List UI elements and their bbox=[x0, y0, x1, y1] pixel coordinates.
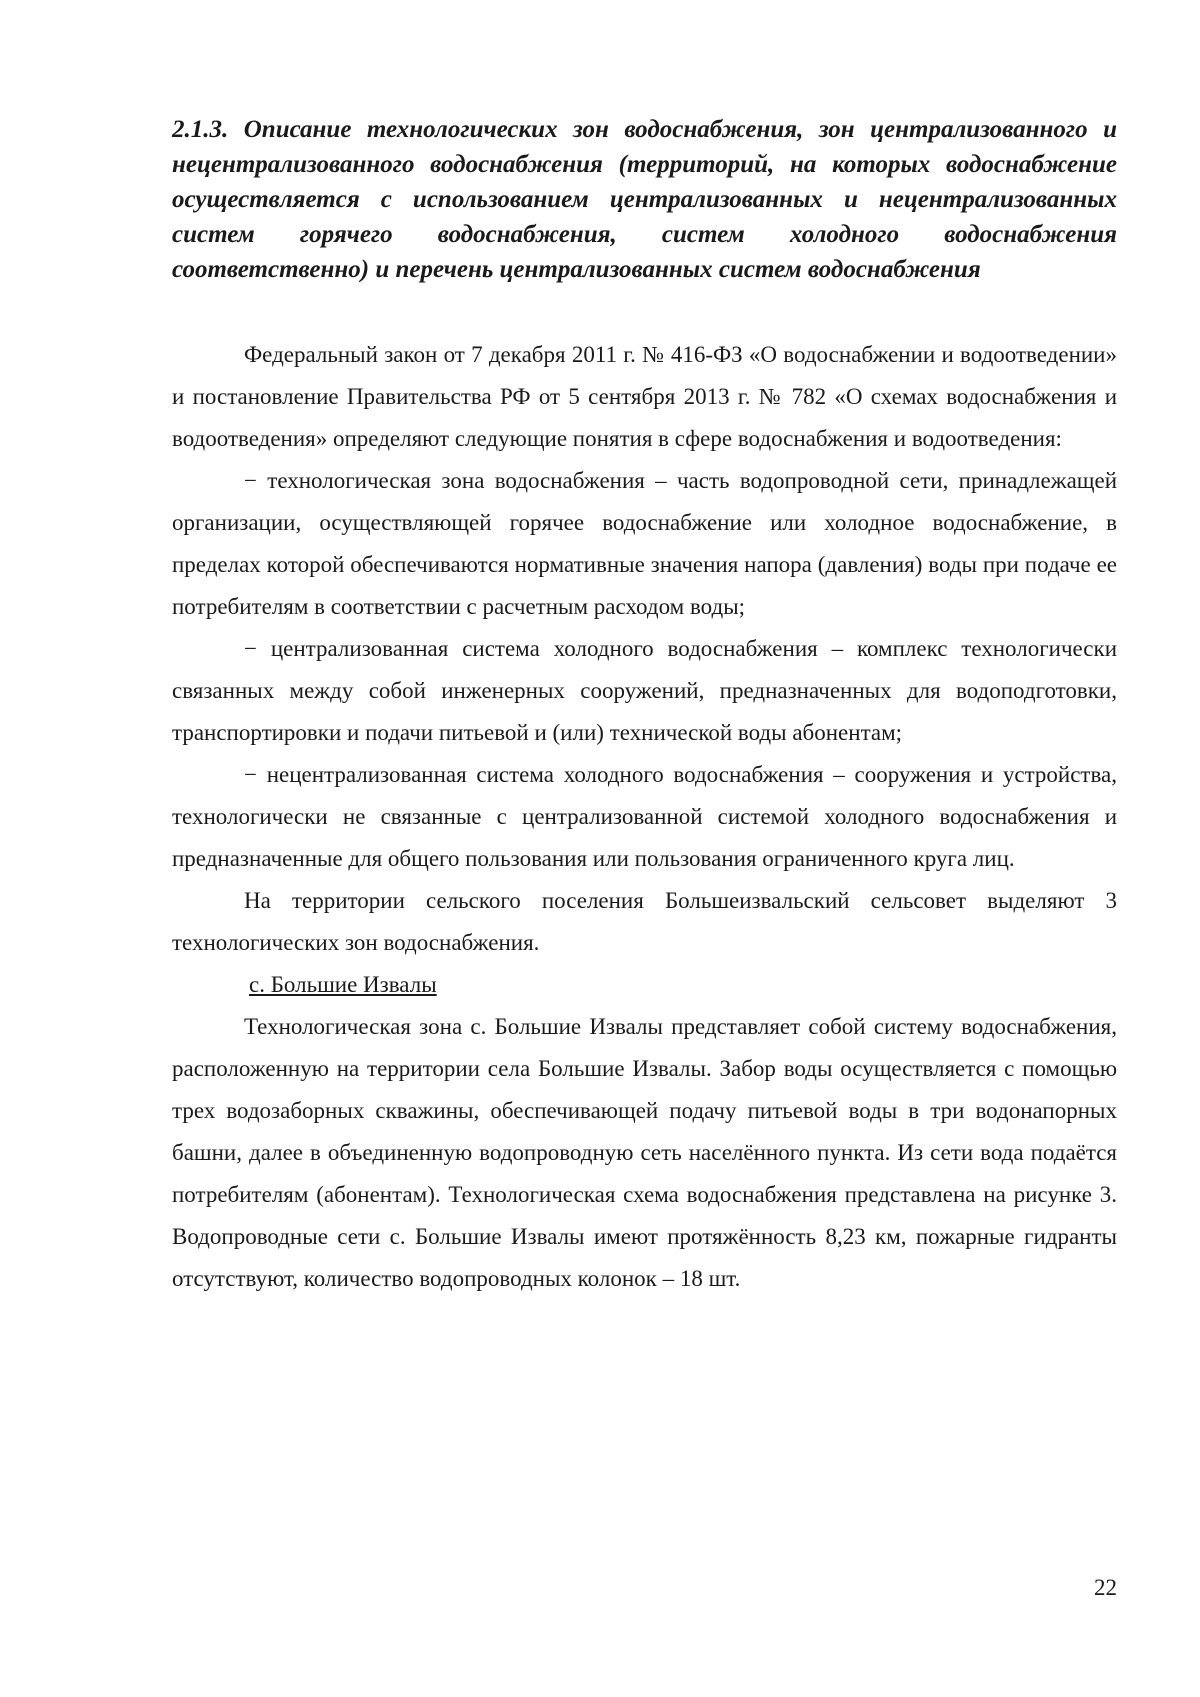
subheading-settlement-text: с. Большие Извалы bbox=[249, 972, 437, 997]
page-number: 22 bbox=[1094, 1575, 1117, 1600]
paragraph-definition-centralized-system: − централизованная система холодного водоснабжения – комплекс технологически связанных между собой инженерных сооружений, предназначенных для водоподготовки, транспортировки и подачи питьевой и (или) технической воды абонентам; bbox=[172, 636, 1117, 745]
paragraph-definition-technological-zone: − технологическая зона водоснабжения – часть водопроводной сети, принадлежащей организации, осуществляющей горячее водоснабжение или холодное водоснабжение, в пределах которой обеспечиваются нормативные значения напора (давления) воды при подаче ее потребителям в соответствии с расчетным расходом воды; bbox=[172, 468, 1117, 619]
page-content bbox=[172, 112, 1117, 1300]
paragraph-zone-description: Технологическая зона с. Большие Извалы представляет собой систему водоснабжения, расположенную на территории села Большие Извалы. Забор воды осуществляется с помощью трех водозаборных скважины, обеспечивающей подачу питьевой воды в три водонапорных башни, далее в объединенную водопроводную сеть населённого пункта. Из сети вода подаётся потребителям (абонентам). Технологическая схема водоснабжения представлена на рисунке 3. Водопроводные сети с. Большие Извалы имеют протяжённость 8,23 км, пожарные гидранты отсутствуют, количество водопроводных колонок – 18 шт. bbox=[172, 1014, 1117, 1291]
subheading-settlement bbox=[172, 964, 1117, 1006]
paragraph-intro: Федеральный закон от 7 декабря 2011 г. № 416-ФЗ «О водоснабжении и водоотведении» и постановление Правительства РФ от 5 сентября 2013 г. № 782 «О схемах водоснабжения и водоотведения» определяют следующие понятия в сфере водоснабжения и водоотведения: bbox=[172, 342, 1117, 451]
section-heading: 2.1.3. Описание технологических зон водоснабжения, зон централизованного и нецентрализованного водоснабжения (территорий, на которых водоснабжение осуществляется с использованием централизованных и нецентрализованных систем горячего водоснабжения, систем холодного водоснабжения соответственно) и перечень централизованных систем водоснабжения bbox=[172, 116, 1117, 283]
paragraph-zones-count: На территории сельского поселения Большеизвальский сельсовет выделяют 3 технологических зон водоснабжения. bbox=[172, 888, 1117, 955]
paragraph-definition-decentralized-system: − нецентрализованная система холодного водоснабжения – сооружения и устройства, технологически не связанные с централизованной системой холодного водоснабжения и предназначенные для общего пользования или пользования ограниченного круга лиц. bbox=[172, 762, 1117, 871]
